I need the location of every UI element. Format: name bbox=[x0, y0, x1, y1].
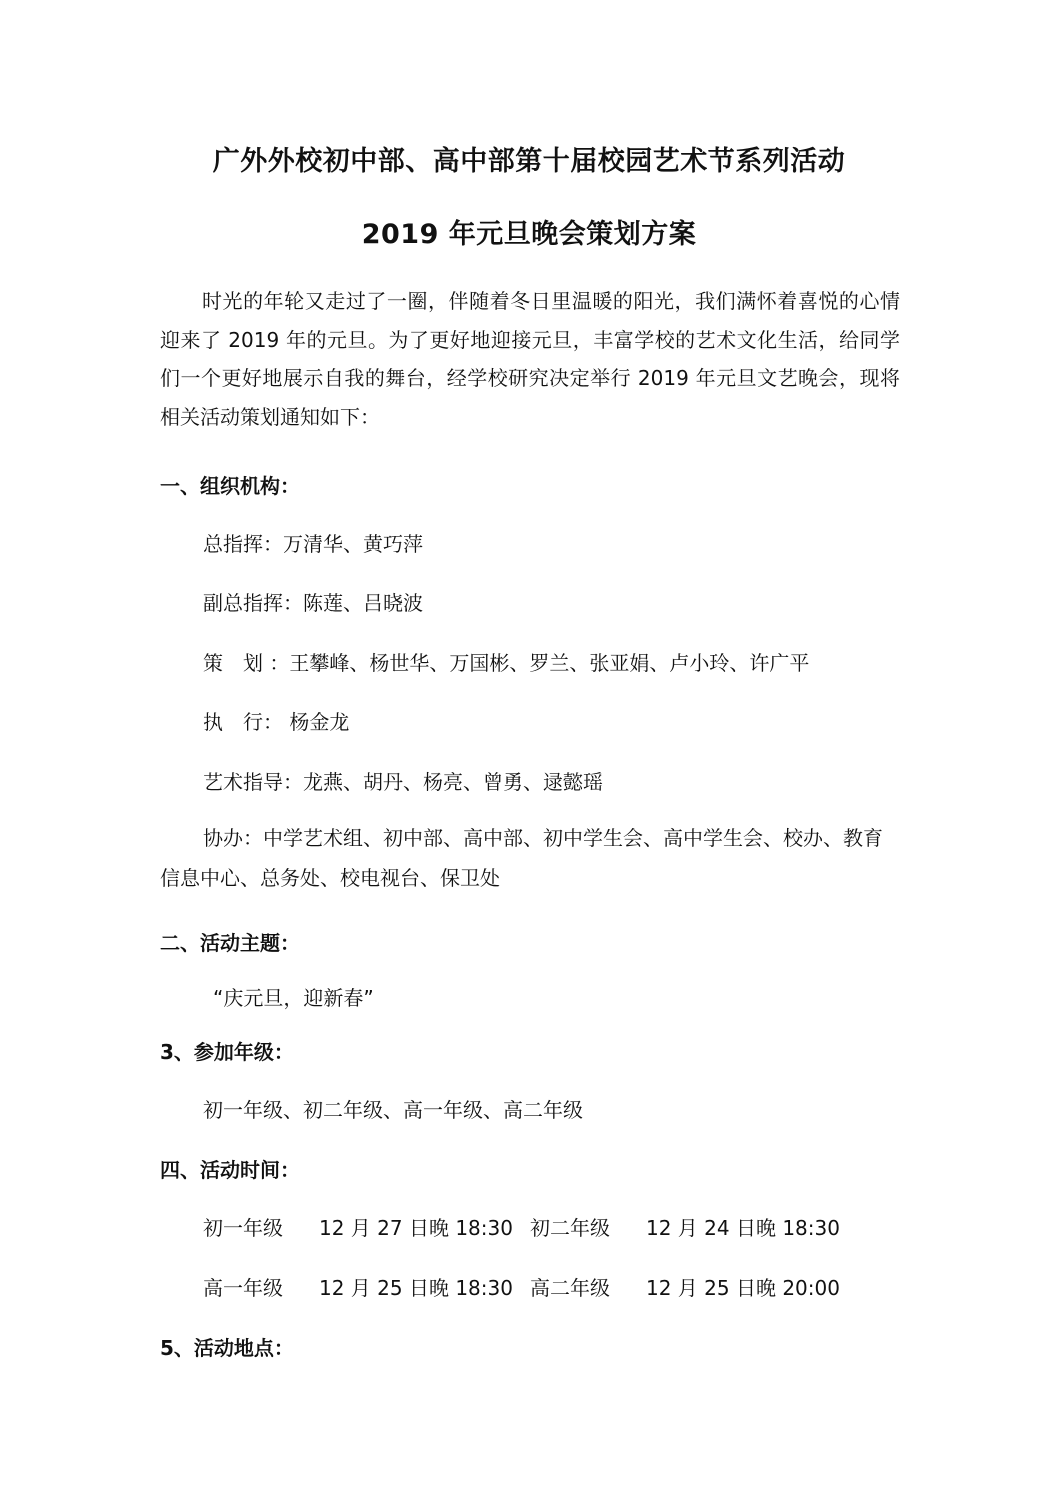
schedule-time: 12 月 27 日晚 18:30 bbox=[319, 1216, 513, 1240]
commander-line: 总指挥：万清华、黄巧萍 bbox=[203, 532, 423, 556]
schedule-time: 12 月 25 日晚 20:00 bbox=[646, 1276, 840, 1300]
section-heading-time: 四、活动时间： bbox=[160, 1158, 300, 1182]
schedule-grade: 高一年级 bbox=[203, 1276, 283, 1300]
vice-commander-line: 副总指挥：陈莲、吕晓波 bbox=[203, 591, 423, 615]
schedule-time: 12 月 25 日晚 18:30 bbox=[319, 1276, 513, 1300]
schedule-grade: 初一年级 bbox=[203, 1216, 283, 1240]
document-subtitle: 2019 年元旦晚会策划方案 bbox=[361, 219, 697, 250]
schedule-grade: 初二年级 bbox=[530, 1216, 610, 1240]
theme-text: “庆元旦，迎新春” bbox=[213, 986, 374, 1010]
section-heading-theme: 二、活动主题： bbox=[160, 931, 300, 955]
intro-paragraph: 时光的年轮又走过了一圈，伴随着冬日里温暖的阳光，我们满怀着喜悦的心情迎来了 2019 年的元旦。为了更好地迎接元旦，丰富学校的艺术文化生活，给同学们一个更好地展示自我的舞台，经学校研究决定举行 2019 年元旦文艺晚会，现将相关活动策划通知如下： bbox=[160, 289, 900, 429]
section-heading-grades: 3、参加年级： bbox=[160, 1040, 294, 1064]
section-heading-location: 5、活动地点： bbox=[160, 1336, 294, 1360]
execution-line: 执 行： 杨金龙 bbox=[203, 710, 350, 734]
assist-paragraph: 协办：中学艺术组、初中部、高中部、初中学生会、高中学生会、校办、教育信息中心、总务处、校电视台、保卫处 bbox=[160, 826, 883, 890]
schedule-grade: 高二年级 bbox=[530, 1276, 610, 1300]
art-guidance-line: 艺术指导：龙燕、胡丹、杨亮、曾勇、逯懿瑶 bbox=[203, 770, 603, 794]
section-heading-organization: 一、组织机构： bbox=[160, 474, 300, 498]
document-title: 广外外校初中部、高中部第十届校园艺术节系列活动 bbox=[212, 146, 846, 177]
schedule-time: 12 月 24 日晚 18:30 bbox=[646, 1216, 840, 1240]
grades-line: 初一年级、初二年级、高一年级、高二年级 bbox=[203, 1098, 583, 1122]
planning-line: 策 划 ：王攀峰、杨世华、万国彬、罗兰、张亚娟、卢小玲、许广平 bbox=[203, 651, 810, 675]
